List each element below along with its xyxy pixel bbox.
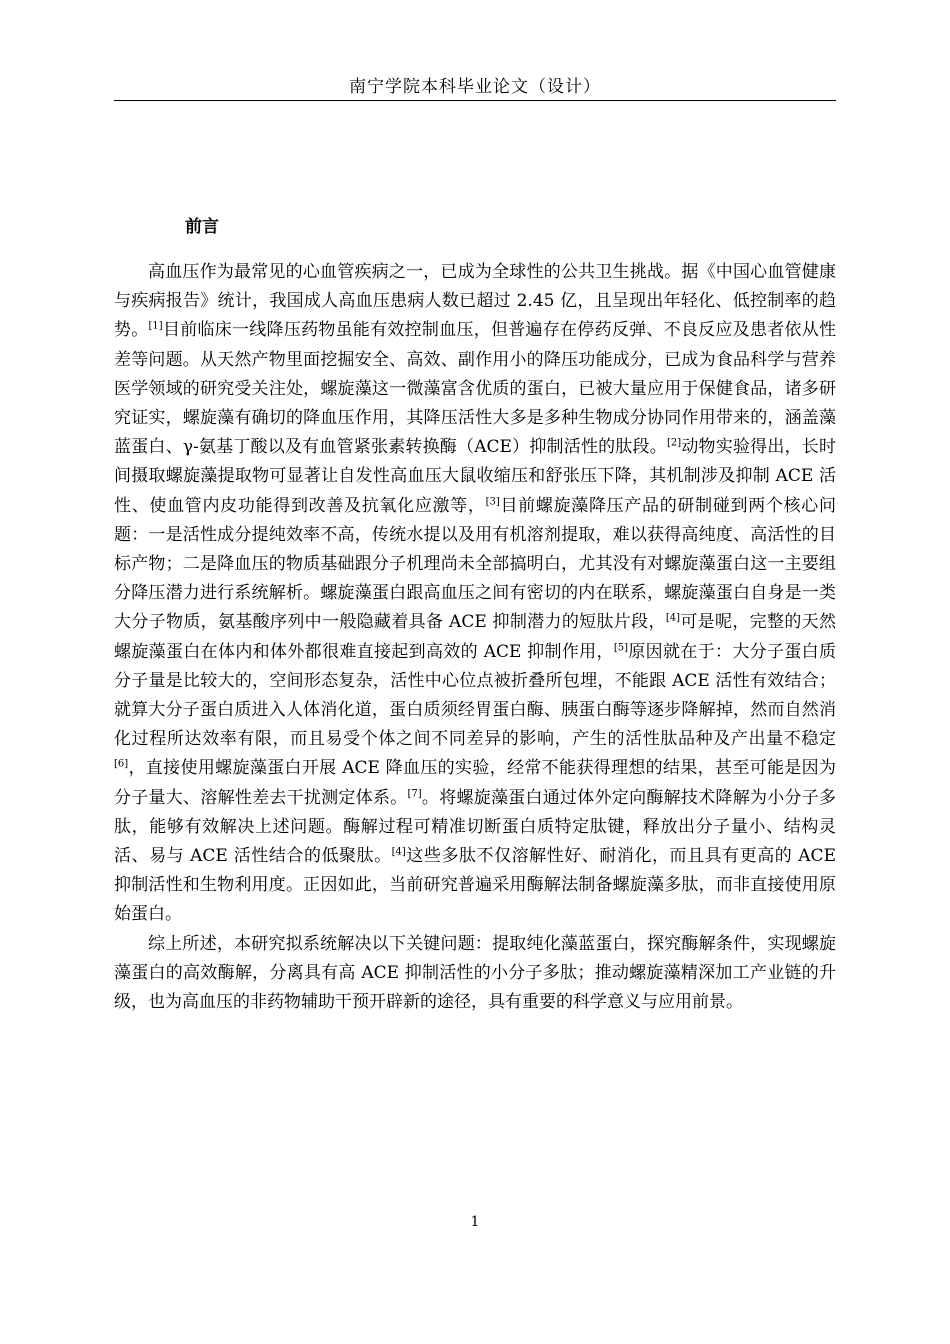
paragraph-introduction — [114, 258, 836, 930]
text-run: 目前螺旋藻降压产品的研制碰到两个核心问题：一是活性成分提纯效率不高，传统水提以及用有机溶剂提取，难以获得高纯度、高活性的目标产物；二是降血压的物质基础跟分子机理尚未全部搞明白，尤其没有对螺旋藻蛋白这一主要组分降压潜力进行系统解析。螺旋藻蛋白跟高血压之间有密切的内在联系，螺旋藻蛋白自身是一类大分子物质，氨基酸序列中一般隐藏着具备 ACE 抑制潜力的短肽片段， — [114, 495, 836, 633]
text-run: 可是呢，完整的天然螺旋藻蛋白在体内和体外都很难直接起到高效的 ACE 抑制作用， — [114, 612, 836, 662]
text-run: 综上所述，本研究拟系统解决以下关键问题：提取纯化藻蓝蛋白，探究酶解条件，实现螺旋藻蛋白的高效酶解，分离具有高 ACE 抑制活性的小分子多肽；推动螺旋藻精深加工产业链的升级，也为高血压的非药物辅助干预开辟新的途径，具有重要的科学意义与应用前景。 — [114, 933, 836, 1013]
section-title: 前言 — [185, 217, 219, 237]
paragraph-summary — [114, 930, 836, 1018]
text-run: 原因就在于：大分子蛋白质分子量是比较大的，空间形态复杂，活性中心位点被折叠所包埋，不能跟 ACE 活性有效结合；就算大分子蛋白质进入人体消化道，蛋白质须经胃蛋白酶、胰蛋白酶等逐步降解掉，然而自然消化过程所达效率有限，而且易受个体之间不同差异的影响，产生的活性肽品种及产出量不稳定 — [114, 641, 836, 750]
text-run: 动物实验得出，长时间摄取螺旋藻提取物可显著让自发性高血压大鼠收缩压和舒张压下降，其机制涉及抑制 ACE 活性、使血管内皮功能得到改善及抗氧化应激等， — [114, 437, 836, 516]
text-run: 这些多肽不仅溶解性好、耐消化，而且具有更高的 ACE 抑制活性和生物利用度。正因如此，当前研究普遍采用酶解法制备螺旋藻多肽，而非直接使用原始蛋白。 — [114, 846, 836, 925]
citation-superscript: [4] — [665, 612, 680, 624]
text-run: ，直接使用螺旋藻蛋白开展 ACE 降血压的实验，经常不能获得理想的结果，甚至可能是因为分子量大、溶解性差去干扰测定体系。 — [114, 758, 836, 808]
citation-superscript: [1] — [148, 320, 163, 332]
citation-superscript: [7] — [407, 788, 422, 799]
page-number: 1 — [470, 1214, 480, 1230]
citation-superscript: [5] — [613, 641, 628, 653]
header-rule — [114, 100, 836, 101]
page-header: 南宁学院本科毕业论文（设计） — [349, 77, 601, 97]
text-run: 目前临床一线降压药物虽能有效控制血压，但普遍存在停药反弹、不良反应及患者依从性差等问题。从天然产物里面挖掘安全、高效、副作用小的降压功能成分，已成为食品科学与营养医学领域的研究受关注处，螺旋藻这一微藻富含优质的蛋白，已被大量应用于保健食品，诸多研究证实，螺旋藻有确切的降血压作用，其降压活性大多是多种生物成分协同作用带来的，涵盖藻蓝蛋白、γ-氨基丁酸以及有血管紧张素转换酶（ACE）抑制活性的肽段。 — [114, 320, 837, 458]
text-run: 高血压作为最常见的心血管疾病之一，已成为全球性的公共卫生挑战。据《中国心血管健康与疾病报告》统计，我国成人高血压患病人数已超过 2.45 亿，且呈现出年轻化、低控制率的趋势。 — [114, 262, 836, 341]
citation-superscript: [6] — [114, 758, 129, 770]
citation-superscript: [2] — [666, 437, 682, 449]
body-text — [114, 258, 836, 1017]
text-run: 。将螺旋藻蛋白通过体外定向酶解技术降解为小分子多肽，能够有效解决上述问题。酶解过程可精准切断蛋白质特定肽键，释放出分子量小、结构灵活、易与 ACE 活性结合的低聚肽。 — [114, 787, 837, 867]
citation-superscript: [4] — [391, 846, 406, 858]
citation-superscript: [3] — [485, 495, 500, 507]
